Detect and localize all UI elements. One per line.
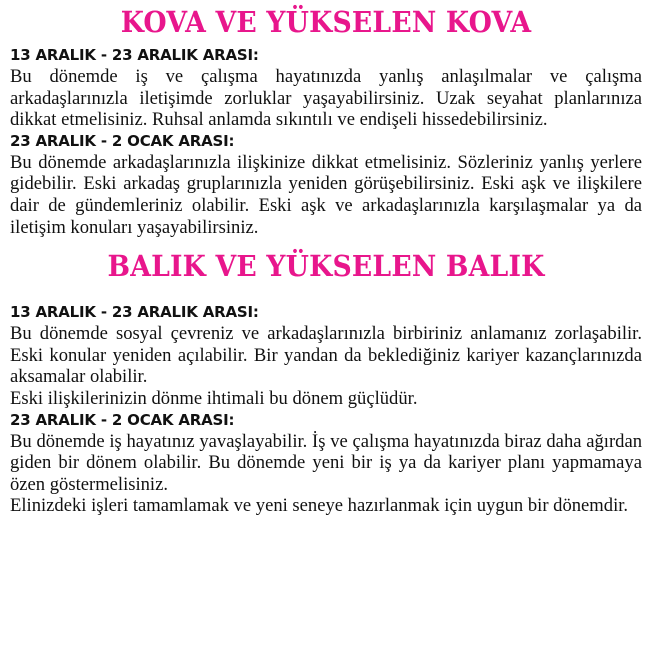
section-title-kova: KOVA VE YÜKSELEN KOVA [120, 5, 532, 39]
period-heading: 23 ARALIK - 2 OCAK ARASI: [10, 410, 235, 429]
section-title-balik: BALIK VE YÜKSELEN BALIK [107, 249, 545, 284]
horoscope-document [10, 0, 642, 517]
period-text: Bu dönemde arkadaşlarınızla ilişkinize dikkat etmelisiniz. Sözleriniz yanlış yerlere gidebilir. Eski arkadaş gruplarınızla yeniden görüşebilirsiniz. Eski aşk ve ilişkilere dair de gündemleriniz olabilir. Eski aşk ve arkadaşlarınızla karşılaşmalar ya da iletişim konuları yaşayabilirsiniz. [10, 151, 642, 238]
period-text: Eski ilişkilerinizin dönme ihtimali bu dönem güçlüdür. [10, 387, 418, 409]
period-text: Bu dönemde sosyal çevreniz ve arkadaşlarınızla birbiriniz anlamanız zorlaşabilir. Eski konular yeniden açılabilir. Bir yandan da beklediğiniz kariyer kazançlarınızda aksamalar olabilir. [10, 323, 642, 388]
period-text: Elinizdeki işleri tamamlamak ve yeni seneye hazırlanmak için uygun bir dönemdir. [10, 495, 629, 517]
period-text: Bu dönemde iş hayatınız yavaşlayabilir. İş ve çalışma hayatınızda biraz daha ağırdan giden bir dönem olabilir. Bu dönemde yeni bir iş ya da kariyer planı yapmamaya özen göstermelisiniz. [10, 430, 642, 495]
period-heading: 13 ARALIK - 23 ARALIK ARASI: [10, 46, 259, 64]
period-heading: 13 ARALIK - 23 ARALIK ARASI: [10, 303, 259, 322]
period-heading: 23 ARALIK - 2 OCAK ARASI: [10, 131, 235, 150]
period-text: Bu dönemde iş ve çalışma hayatınızda yanlış anlaşılmalar ve çalışma arkadaşlarınızla iletişimde zorluklar yaşayabilirsiniz. Uzak seyahat planlarınıza dikkat etmelisiniz. Ruhsal anlamda sıkıntılı ve endişeli hissedebilirsiniz. [10, 66, 642, 131]
